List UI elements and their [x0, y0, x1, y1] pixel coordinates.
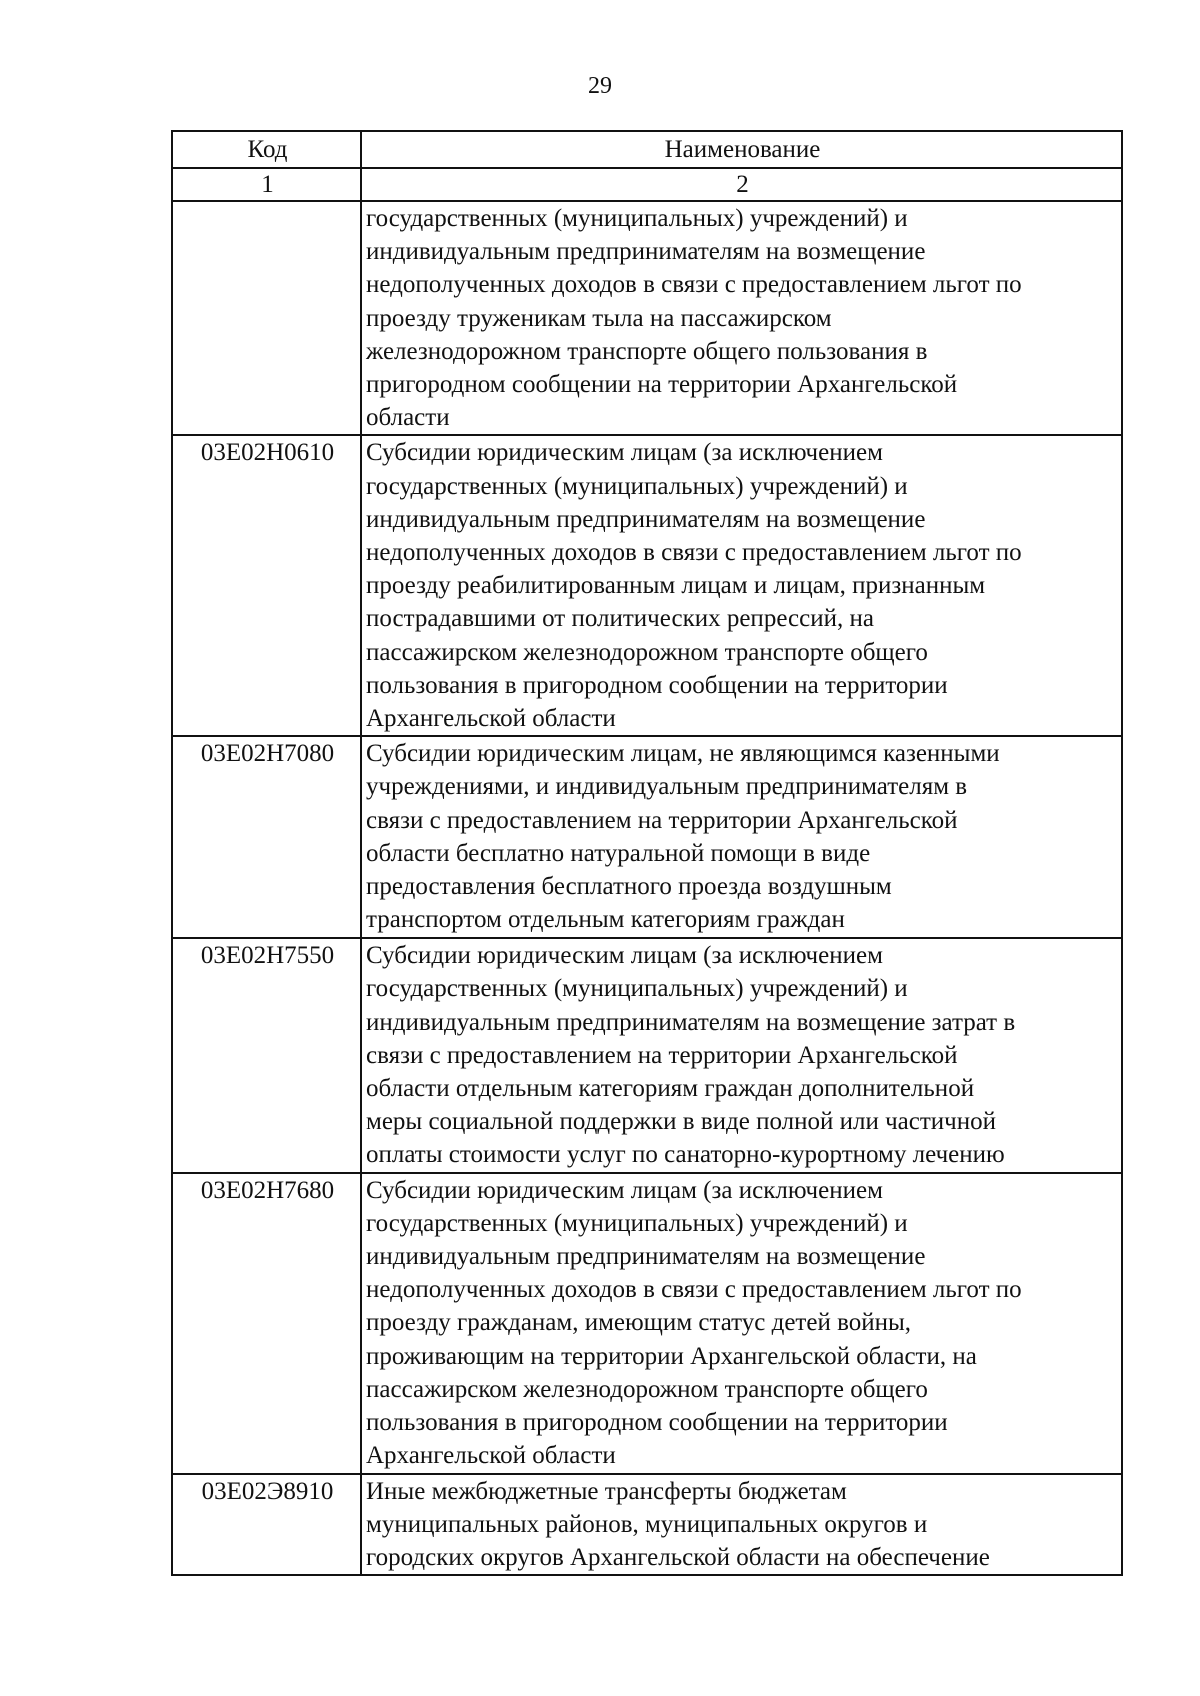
table-row: [172, 1173, 1122, 1474]
table-header: [172, 131, 1122, 201]
column-number-row: [172, 168, 1122, 201]
name-line: железнодорожном транспорте общего пользования в: [366, 337, 928, 365]
table-row: [172, 736, 1122, 938]
table-row: [172, 201, 1122, 435]
name-line: транспортом отдельным категориям граждан: [366, 906, 845, 934]
table-row: [172, 938, 1122, 1172]
name-line: пострадавшими от политических репрессий, на: [366, 605, 874, 633]
name-line: государственных (муниципальных) учреждений) и: [366, 205, 908, 232]
row-code: 03Е02Н7680: [172, 1173, 361, 1474]
table-body: [172, 201, 1122, 1575]
name-line: Субсидии юридическим лицам (за исключением: [366, 942, 883, 970]
name-line: учреждениями, и индивидуальным предпринимателям в: [366, 773, 968, 801]
budget-classification-table: [171, 130, 1123, 1576]
name-line: государственных (муниципальных) учреждений) и: [366, 1209, 908, 1237]
name-line: области бесплатно натуральной помощи в виде: [366, 839, 871, 867]
row-name: [361, 435, 1122, 736]
name-line: индивидуальным предпринимателям на возмещение: [366, 1243, 926, 1271]
name-line: предоставления бесплатного проезда воздушным: [366, 873, 892, 901]
column-header-name: Наименование: [361, 131, 1122, 168]
row-code: 03Е02Н0610: [172, 435, 361, 736]
name-line: оплаты стоимости услуг по санаторно-курортному лечению: [366, 1141, 1005, 1169]
name-line: связи с предоставлением на территории Архангельской: [366, 806, 958, 834]
name-line: связи с предоставлением на территории Архангельской: [366, 1041, 958, 1069]
name-line: области: [366, 404, 450, 432]
name-line: муниципальных районов, муниципальных округов и: [366, 1510, 928, 1538]
name-line: Субсидии юридическим лицам, не являющимся казенными: [366, 740, 1000, 768]
row-name: [361, 1474, 1122, 1576]
name-line: недополученных доходов в связи с предоставлением льгот по: [366, 539, 1022, 567]
row-code: 03Е02Э8910: [172, 1474, 361, 1576]
name-line: пассажирском железнодорожном транспорте общего: [366, 1375, 928, 1403]
name-line: пользования в пригородном сообщении на территории: [366, 1409, 948, 1437]
name-line: пассажирском железнодорожном транспорте общего: [366, 638, 928, 666]
name-line: недополученных доходов в связи с предоставлением льгот по: [366, 1276, 1022, 1304]
name-line: области отдельным категориям граждан дополнительной: [366, 1075, 975, 1103]
name-line: пользования в пригородном сообщении на территории: [366, 671, 948, 699]
row-name: [361, 938, 1122, 1172]
row-code: 03Е02Н7550: [172, 938, 361, 1172]
column-number-code: 1: [172, 168, 361, 201]
name-line: проезду гражданам, имеющим статус детей войны,: [366, 1309, 912, 1337]
name-line: индивидуальным предпринимателям на возмещение: [366, 505, 926, 533]
name-line: пригородном сообщении на территории Архангельской: [366, 371, 958, 399]
name-line: Архангельской области: [366, 1442, 616, 1470]
name-line: недополученных доходов в связи с предоставлением льгот по: [366, 271, 1022, 299]
column-number-name: 2: [361, 168, 1122, 201]
row-name: [361, 736, 1122, 938]
name-line: государственных (муниципальных) учреждений) и: [366, 975, 908, 1003]
row-name: [361, 1173, 1122, 1474]
name-line: проезду труженикам тыла на пассажирском: [366, 304, 832, 332]
table-row: [172, 1474, 1122, 1576]
name-line: Субсидии юридическим лицам (за исключением: [366, 439, 883, 467]
row-code: [172, 201, 361, 435]
name-line: Субсидии юридическим лицам (за исключением: [366, 1176, 883, 1204]
name-line: городских округов Архангельской области на обеспечение: [366, 1543, 990, 1571]
row-name: [361, 201, 1122, 435]
name-line: меры социальной поддержки в виде полной или частичной: [366, 1108, 996, 1136]
name-line: индивидуальным предпринимателям на возмещение: [366, 238, 926, 266]
name-line: индивидуальным предпринимателям на возмещение затрат в: [366, 1008, 1016, 1036]
header-row: [172, 131, 1122, 168]
row-code: 03Е02Н7080: [172, 736, 361, 938]
column-header-code: Код: [172, 131, 361, 168]
name-line: проживающим на территории Архангельской области, на: [366, 1342, 977, 1370]
table-row: [172, 435, 1122, 736]
name-line: Архангельской области: [366, 705, 616, 733]
name-line: проезду реабилитированным лицам и лицам, признанным: [366, 572, 986, 600]
name-line: Иные межбюджетные трансферты бюджетам: [366, 1477, 847, 1505]
page-number: 29: [588, 73, 612, 99]
name-line: государственных (муниципальных) учреждений) и: [366, 472, 908, 500]
